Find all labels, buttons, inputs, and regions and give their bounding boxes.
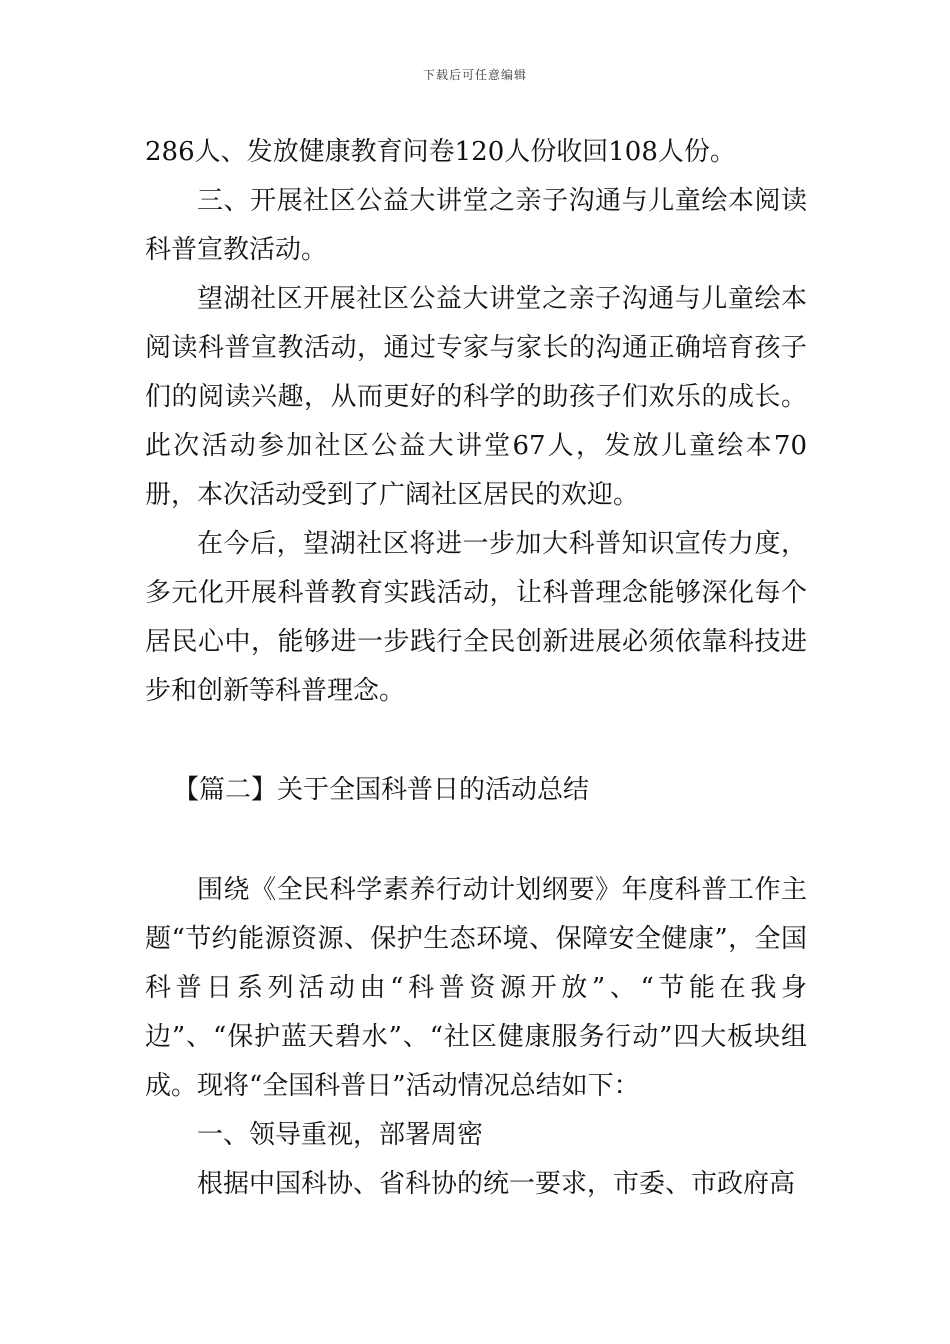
document-body: [145, 128, 807, 1209]
paragraph-future-plan: 在今后，望湖社区将进一步加大科普知识宣传力度，多元化开展科普教育实践活动，让科普理念能够深化每个居民心中，能够进一步践行全民创新进展必须依靠科技进步和创新等科普理念。: [145, 529, 807, 706]
paragraph-activity-description: 望湖社区开展社区公益大讲堂之亲子沟通与儿童绘本阅读科普宣教活动，通过专家与家长的沟通正确培育孩子们的阅读兴趣，从而更好的科学的助孩子们欢乐的成长。此次活动参加社区公益大讲堂67人，发放儿童绘本70册，本次活动受到了广阔社区居民的欢迎。: [145, 284, 807, 510]
article-title-part-two: 【篇二】关于全国科普日的活动总结: [173, 775, 590, 805]
section-heading-three: 三、开展社区公益大讲堂之亲子沟通与儿童绘本阅读科普宣教活动。: [145, 186, 807, 265]
paragraph-leadership: 根据中国科协、省科协的统一要求，市委、市政府高: [197, 1169, 796, 1199]
section-heading-one: 一、领导重视，部署周密: [197, 1120, 484, 1150]
paragraph-continuation: 286人、发放健康教育问卷120人份收回108人份。: [145, 137, 736, 167]
page-header: 下载后可任意编辑: [422, 68, 527, 82]
paragraph-introduction: 围绕《全民科学素养行动计划纲要》年度科普工作主题“节约能源资源、保护生态环境、保障安全健康”，全国科普日系列活动由“科普资源开放”、“节能在我身边”、“保护蓝天碧水”、“社区健康服务行动”四大板块组成。现将“全国科普日”活动情况总结如下：: [145, 875, 807, 1101]
